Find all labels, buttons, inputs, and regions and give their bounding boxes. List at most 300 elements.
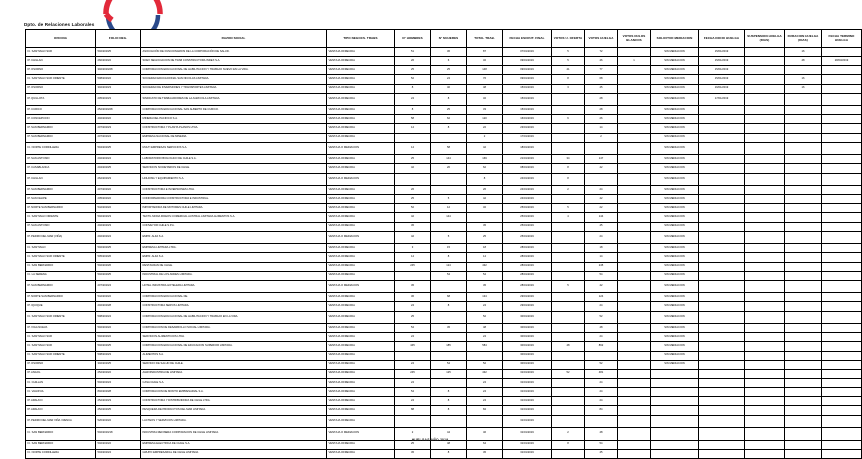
cell-votos-oferta: [552, 222, 585, 231]
cell-duracion: 48: [785, 57, 822, 66]
cell-fecha-inicio: [699, 244, 745, 253]
cell-solicitud-mediacion: SIN MEDIACION: [651, 360, 699, 369]
cell-hombres: 52: [395, 75, 431, 84]
cell-fecha-termino: [822, 186, 862, 195]
department-subtitle: Dpto. de Relaciones Laborales: [24, 22, 95, 27]
cell-votos-huelga: 28: [585, 106, 618, 115]
cell-fecha-inicio: [699, 449, 745, 458]
cell-fecha-termino: [822, 360, 862, 369]
cell-votos-nulos: [618, 231, 651, 244]
cell-votos-oferta: [552, 388, 585, 397]
cell-folio: 205/2019/2: [96, 195, 141, 204]
cell-hombres: 54: [395, 324, 431, 333]
cell-total: 18: [467, 244, 503, 253]
cell-folio: 504/2019/4: [96, 449, 141, 458]
cell-fecha-escrutinio: 07/01/2019: [503, 48, 552, 57]
cell-folio: 252/2019/2: [96, 369, 141, 378]
cell-folio: 262/2019/3: [96, 173, 141, 186]
cell-oficina: IC. SANTIAGO: [26, 244, 96, 253]
cell-duracion: [785, 262, 822, 271]
cell-duracion: [785, 378, 822, 387]
cell-total: 87: [467, 48, 503, 57]
cell-tipo-negociacion: VENTAJA OFRECIDA: [327, 75, 395, 84]
cell-tipo-negociacion: VENTAJA OFRECIDA: [327, 324, 395, 333]
cell-solicitud-mediacion: SIN MEDIACION: [651, 342, 699, 351]
cell-solicitud-mediacion: SIN MEDIACION: [651, 213, 699, 222]
cell-total: 24: [467, 378, 503, 387]
cell-razon-social: CORPORACION DE DESARROLLO SOCIAL LIMITADA.: [141, 324, 327, 333]
cell-votos-nulos: [618, 173, 651, 186]
cell-votos-huelga: 45: [585, 449, 618, 458]
cell-suspension: [745, 302, 785, 311]
cell-votos-oferta: [552, 406, 585, 415]
table-row[interactable]: [26, 133, 862, 142]
cell-suspension: [745, 186, 785, 195]
cell-solicitud-mediacion: SIN MEDIACION: [651, 271, 699, 280]
strikes-table-container: [25, 29, 855, 459]
cell-tipo-negociacion: VENTAJA OFRECIDA: [327, 360, 395, 369]
cell-votos-nulos: [618, 397, 651, 406]
cell-solicitud-mediacion: SIN MEDIACION: [651, 173, 699, 186]
cell-votos-huelga: 42: [585, 195, 618, 204]
cell-duracion: [785, 93, 822, 106]
cell-suspension: [745, 142, 785, 155]
cell-votos-oferta: [552, 124, 585, 133]
table-row[interactable]: [26, 280, 862, 293]
cell-fecha-escrutinio: 16/01/2019: [503, 115, 552, 124]
cell-folio: 505/2019/6: [96, 253, 141, 262]
cell-fecha-termino: [822, 415, 862, 428]
cell-total: [467, 351, 503, 360]
table-row[interactable]: [26, 173, 862, 186]
table-row[interactable]: [26, 222, 862, 231]
table-row[interactable]: [26, 93, 862, 106]
cell-hombres: 25: [395, 440, 431, 449]
table-row[interactable]: [26, 106, 862, 115]
table-row[interactable]: [26, 253, 862, 262]
table-row[interactable]: [26, 351, 862, 360]
cell-folio: 502/2019/2: [96, 333, 141, 342]
cell-solicitud-mediacion: SIN MEDIACION: [651, 253, 699, 262]
cell-votos-huelga: 245: [585, 262, 618, 271]
cell-votos-oferta: 8: [552, 75, 585, 84]
cell-duracion: [785, 388, 822, 397]
cell-total: 84: [467, 406, 503, 415]
cell-fecha-termino: [822, 311, 862, 324]
cell-fecha-termino: [822, 397, 862, 406]
cell-solicitud-mediacion: SIN MEDIACION: [651, 204, 699, 213]
cell-folio: 202/2019/8: [96, 302, 141, 311]
cell-votos-nulos: [618, 106, 651, 115]
cell-razon-social: TEXTIL MODA FIDEOS COMERCIAL AUSTRAL LIMITADA ALIMENTOS S.A.: [141, 213, 327, 222]
cell-fecha-escrutinio: 30/01/2019: [503, 333, 552, 342]
cell-hombres: 52: [395, 204, 431, 213]
cell-folio: 205/2019/3: [96, 93, 141, 106]
table-head: [26, 30, 862, 48]
cell-fecha-escrutinio: 23/01/2019: [503, 124, 552, 133]
cell-fecha-termino: [822, 75, 862, 84]
cell-mujeres: [431, 415, 467, 428]
cell-fecha-termino: [822, 280, 862, 293]
cell-tipo-negociacion: VENTAJA OFRECIDA: [327, 115, 395, 124]
cell-total: 45: [467, 449, 503, 458]
cell-oficina: IP. NORTE SAN BERNARDO: [26, 204, 96, 213]
cell-oficina: IP. IQUIQUE: [26, 302, 96, 311]
cell-votos-oferta: [552, 333, 585, 342]
cell-votos-oferta: [552, 449, 585, 458]
cell-fecha-inicio: [699, 324, 745, 333]
cell-fecha-termino: [822, 66, 862, 75]
cell-total: 24: [467, 302, 503, 311]
col-header-fecha-inicio-huelga: FECHA INICIO HUELGA: [699, 30, 745, 48]
cell-fecha-escrutinio: 28/01/2019: [503, 280, 552, 293]
cell-mujeres: [431, 351, 467, 360]
cell-fecha-termino: 28/03/2019: [822, 57, 862, 66]
table-row[interactable]: [26, 449, 862, 458]
cell-folio: 520/2019/2: [96, 415, 141, 428]
cell-total: [467, 415, 503, 428]
cell-votos-oferta: 41: [552, 66, 585, 75]
cell-votos-nulos: [618, 84, 651, 93]
table-row[interactable]: [26, 124, 862, 133]
cell-total: 584: [467, 342, 503, 351]
cell-fecha-termino: [822, 293, 862, 302]
cell-fecha-termino: [822, 302, 862, 311]
cell-fecha-inicio: [699, 195, 745, 204]
cell-hombres: 24: [395, 302, 431, 311]
table-row[interactable]: [26, 302, 862, 311]
table-row[interactable]: [26, 66, 862, 75]
cell-hombres: 58: [395, 115, 431, 124]
cell-votos-nulos: [618, 262, 651, 271]
table-row[interactable]: [26, 204, 862, 213]
cell-tipo-negociacion: VENTAJA O MEDIACION: [327, 173, 395, 186]
cell-oficina: IP. CHILLAN: [26, 57, 96, 66]
cell-tipo-negociacion: VENTAJA OFRECIDA: [327, 449, 395, 458]
cell-mujeres: 144: [431, 213, 467, 222]
cell-suspension: [745, 66, 785, 75]
cell-duracion: [785, 173, 822, 186]
cell-folio: 502/2019/18: [96, 428, 141, 441]
cell-votos-huelga: 24: [585, 302, 618, 311]
cell-votos-nulos: [618, 351, 651, 360]
cell-tipo-negociacion: VENTAJA OFRECIDA: [327, 213, 395, 222]
cell-suspension: [745, 324, 785, 333]
cell-duracion: [785, 324, 822, 333]
table-row[interactable]: [26, 213, 862, 222]
logo-arc-icon: [96, 0, 170, 20]
cell-fecha-escrutinio: 25/01/2019: [503, 204, 552, 213]
table-row[interactable]: [26, 195, 862, 204]
cell-hombres: 45: [395, 280, 431, 293]
cell-duracion: [785, 406, 822, 415]
cell-duracion: [785, 271, 822, 280]
cell-fecha-escrutinio: 28/01/2019: [503, 271, 552, 280]
cell-suspension: [745, 155, 785, 164]
cell-duracion: [785, 124, 822, 133]
cell-solicitud-mediacion: SIN MEDIACION: [651, 66, 699, 75]
cell-mujeres: 6: [431, 57, 467, 66]
cell-suspension: [745, 311, 785, 324]
cell-votos-huelga: 45: [585, 222, 618, 231]
cell-votos-nulos: [618, 342, 651, 351]
table-row[interactable]: [26, 311, 862, 324]
cell-votos-nulos: [618, 66, 651, 75]
cell-mujeres: 8: [431, 93, 467, 106]
cell-folio: 302/2019/3: [96, 84, 141, 93]
cell-duracion: [785, 449, 822, 458]
cell-mujeres: [431, 222, 467, 231]
cell-solicitud-mediacion: [651, 369, 699, 378]
cell-total: 45: [467, 222, 503, 231]
cell-votos-nulos: [618, 164, 651, 173]
table-row[interactable]: [26, 415, 862, 428]
table-row[interactable]: [26, 388, 862, 397]
cell-solicitud-mediacion: SIN MEDIACION: [651, 186, 699, 195]
cell-oficina: IC. SANTIAGO SUR: [26, 333, 96, 342]
cell-solicitud-mediacion: SIN MEDIACION: [651, 222, 699, 231]
cell-fecha-escrutinio: 31/01/2019: [503, 397, 552, 406]
cell-fecha-termino: [822, 48, 862, 57]
cell-fecha-escrutinio: 15/01/2019: [503, 84, 552, 93]
col-header-fecha-escrutinio: FECHA ESCRUT. FINAL: [503, 30, 552, 48]
table-row[interactable]: [26, 406, 862, 415]
cell-razon-social: EMPRESA LIMITADA LTDA.: [141, 244, 327, 253]
cell-votos-huelga: 48: [585, 324, 618, 333]
cell-total: 46: [467, 428, 503, 441]
table-row[interactable]: [26, 164, 862, 173]
table-row[interactable]: [26, 324, 862, 333]
cell-total: 32: [467, 57, 503, 66]
cell-votos-nulos: [618, 48, 651, 57]
table-row[interactable]: [26, 142, 862, 155]
cell-mujeres: 8: [431, 397, 467, 406]
cell-razon-social: INDUSTRIA REFINERA CORPORACION DE CHILE LIMITADA.: [141, 428, 327, 441]
cell-fecha-escrutinio: 28/01/2019: [503, 262, 552, 271]
table-row[interactable]: [26, 155, 862, 164]
cell-hombres: [395, 415, 431, 428]
cell-total: 25: [467, 231, 503, 244]
cell-votos-nulos: [618, 302, 651, 311]
table-row[interactable]: [26, 360, 862, 369]
cell-hombres: 8: [395, 106, 431, 115]
cell-fecha-termino: [822, 213, 862, 222]
cell-fecha-termino: [822, 406, 862, 415]
cell-fecha-escrutinio: 25/01/2019: [503, 213, 552, 222]
table-row[interactable]: [26, 342, 862, 351]
cell-votos-huelga: 54: [585, 440, 618, 449]
cell-hombres: 25: [395, 66, 431, 75]
table-row[interactable]: [26, 115, 862, 124]
cell-fecha-inicio: 15/01/2019: [699, 75, 745, 84]
cell-solicitud-mediacion: [651, 415, 699, 428]
cell-votos-huelga: 24: [585, 186, 618, 195]
table-row[interactable]: [26, 271, 862, 280]
col-header-votos-nulos: VOTOS NULOS BLANCOS: [618, 30, 651, 48]
cell-fecha-inicio: [699, 360, 745, 369]
cell-votos-oferta: 4: [552, 213, 585, 222]
cell-folio: 502/2019/3: [96, 213, 141, 222]
cell-tipo-negociacion: VENTAJA OFRECIDA: [327, 66, 395, 75]
cell-solicitud-mediacion: SIN MEDIACION: [651, 333, 699, 342]
cell-votos-oferta: [552, 93, 585, 106]
cell-votos-oferta: [552, 142, 585, 155]
cell-folio: 502/2019/5: [96, 342, 141, 351]
cell-tipo-negociacion: VENTAJA OFRECIDA: [327, 204, 395, 213]
cell-folio: 207/2019/4: [96, 133, 141, 142]
table-row[interactable]: [26, 186, 862, 195]
cell-razon-social: LABORATORIO BIOLOGICO DE CHILE S.A.: [141, 155, 327, 164]
cell-fecha-escrutinio: 31/01/2019: [503, 415, 552, 428]
cell-oficina: IP. CURICO: [26, 106, 96, 115]
cell-votos-huelga: 24: [585, 378, 618, 387]
cell-razon-social: CONSTRUCTORA Y PLANTA PLANOS LTDA.: [141, 124, 327, 133]
cell-tipo-negociacion: VENTAJA OFRECIDA: [327, 48, 395, 57]
cell-mujeres: 8: [431, 388, 467, 397]
cell-suspension: [745, 115, 785, 124]
cell-fecha-escrutinio: 30/01/2019: [503, 342, 552, 351]
cell-fecha-escrutinio: 30/01/2019: [503, 311, 552, 324]
cell-mujeres: 58: [431, 142, 467, 155]
cell-folio: 502/2019/5: [96, 48, 141, 57]
cell-votos-huelga: 14: [585, 253, 618, 262]
cell-solicitud-mediacion: [651, 406, 699, 415]
cell-hombres: 25: [395, 311, 431, 324]
table-row[interactable]: [26, 84, 862, 93]
table-row[interactable]: [26, 397, 862, 406]
table-row[interactable]: [26, 378, 862, 387]
cell-mujeres: 8: [431, 124, 467, 133]
cell-votos-huelga: 84: [585, 406, 618, 415]
cell-oficina: IP. ARAUCO: [26, 406, 96, 415]
cell-duracion: [785, 115, 822, 124]
cell-fecha-termino: [822, 271, 862, 280]
cell-fecha-escrutinio: 24/01/2019: [503, 195, 552, 204]
cell-votos-oferta: 34: [552, 155, 585, 164]
cell-votos-nulos: [618, 124, 651, 133]
cell-suspension: [745, 351, 785, 360]
cell-tipo-negociacion: VENTAJA OFRECIDA: [327, 351, 395, 360]
cell-total: 76: [467, 75, 503, 84]
cell-suspension: [745, 271, 785, 280]
cell-hombres: [395, 351, 431, 360]
cell-mujeres: 5: [431, 195, 467, 204]
table-row[interactable]: [26, 48, 862, 57]
cell-fecha-inicio: 15/01/2019: [699, 66, 745, 75]
cell-fecha-inicio: [699, 155, 745, 164]
cell-fecha-escrutinio: 18/01/2019: [503, 142, 552, 155]
cell-votos-huelga: 24: [585, 231, 618, 244]
strikes-table: [25, 29, 862, 459]
cell-votos-huelga: 45: [585, 84, 618, 93]
cell-votos-huelga: 22: [585, 204, 618, 213]
cell-mujeres: 54: [431, 271, 467, 280]
cell-mujeres: 8: [431, 449, 467, 458]
cell-solicitud-mediacion: SIN MEDIACION: [651, 84, 699, 93]
cell-fecha-escrutinio: 28/01/2019: [503, 244, 552, 253]
cell-fecha-inicio: [699, 222, 745, 231]
cell-folio: 207/2019/4: [96, 280, 141, 293]
cell-tipo-negociacion: VENTAJA OFRECIDA: [327, 186, 395, 195]
cell-votos-nulos: [618, 271, 651, 280]
cell-mujeres: 62: [431, 115, 467, 124]
cell-hombres: 25: [395, 195, 431, 204]
cell-fecha-escrutinio: 09/01/2019: [503, 66, 552, 75]
cell-razon-social: SOCIEDAD EDUCACIONAL SAN NICOLAS LIMITADA.: [141, 75, 327, 84]
cell-razon-social: MINERA DEL PACIFICO S.A.: [141, 115, 327, 124]
cell-votos-huelga: 24: [585, 397, 618, 406]
cell-votos-nulos: [618, 195, 651, 204]
cell-fecha-escrutinio: 17/01/2019: [503, 133, 552, 142]
cell-solicitud-mediacion: SIN MEDIACION: [651, 280, 699, 293]
cell-suspension: [745, 333, 785, 342]
cell-hombres: 26: [395, 57, 431, 66]
cell-mujeres: 44: [431, 428, 467, 441]
cell-razon-social: HOLDING Y EQUIPAMIENTO S.A.: [141, 173, 327, 186]
cell-votos-huelga: 147: [585, 155, 618, 164]
cell-hombres: 88: [395, 406, 431, 415]
cell-oficina: IC. SAN BERNARDO: [26, 440, 96, 449]
cell-suspension: [745, 164, 785, 173]
cell-suspension: [745, 397, 785, 406]
cell-fecha-escrutinio: 28/01/2019: [503, 253, 552, 262]
cell-votos-nulos: [618, 388, 651, 397]
cell-oficina: IC. SANTIAGO SUR ORIENTE: [26, 75, 96, 84]
table-row[interactable]: [26, 262, 862, 271]
col-header-hombres: N° HOMBRES: [395, 30, 431, 48]
cell-votos-oferta: 48: [552, 342, 585, 351]
cell-fecha-termino: [822, 115, 862, 124]
cell-votos-nulos: [618, 253, 651, 262]
table-row[interactable]: [26, 333, 862, 342]
cell-duracion: [785, 106, 822, 115]
cell-mujeres: 124: [431, 262, 467, 271]
cell-razon-social: ASOCIACIÓN DE FUNCIONARIOS DE LA CORPORACIÓN DE SALUD.: [141, 48, 327, 57]
cell-duracion: [785, 302, 822, 311]
cell-solicitud-mediacion: SIN MEDIACION: [651, 311, 699, 324]
cell-duracion: 16: [785, 84, 822, 93]
table-row[interactable]: [26, 244, 862, 253]
cell-tipo-negociacion: VENTAJA OFRECIDA: [327, 164, 395, 173]
cell-votos-oferta: [552, 293, 585, 302]
cell-mujeres: 125: [431, 369, 467, 378]
cell-votos-nulos: [618, 406, 651, 415]
cell-total: 120: [467, 115, 503, 124]
cell-duracion: [785, 222, 822, 231]
cell-tipo-negociacion: VENTAJA OFRECIDA: [327, 293, 395, 302]
cell-votos-nulos: [618, 360, 651, 369]
cell-fecha-escrutinio: 30/01/2019: [503, 324, 552, 333]
cell-votos-oferta: 2: [552, 428, 585, 441]
cell-votos-nulos: [618, 280, 651, 293]
cell-razon-social: ALIMENTOS S.A.: [141, 351, 327, 360]
cell-suspension: [745, 406, 785, 415]
table-row[interactable]: [26, 293, 862, 302]
table-row[interactable]: [26, 57, 862, 66]
cell-fecha-escrutinio: 29/01/2019: [503, 293, 552, 302]
col-header-duracion-huelga: DURACION HUELGA (DIAS): [785, 30, 822, 48]
table-row[interactable]: [26, 231, 862, 244]
col-header-folio: FOLIO NEG.: [96, 30, 141, 48]
table-row[interactable]: [26, 369, 862, 378]
cell-oficina: IC. CHILLAN: [26, 378, 96, 387]
cell-fecha-inicio: [699, 351, 745, 360]
cell-solicitud-mediacion: SIN MEDIACION: [651, 155, 699, 164]
cell-fecha-inicio: [699, 333, 745, 342]
table-row[interactable]: [26, 75, 862, 84]
cell-fecha-inicio: 16/01/2019: [699, 84, 745, 93]
cell-suspension: [745, 449, 785, 458]
